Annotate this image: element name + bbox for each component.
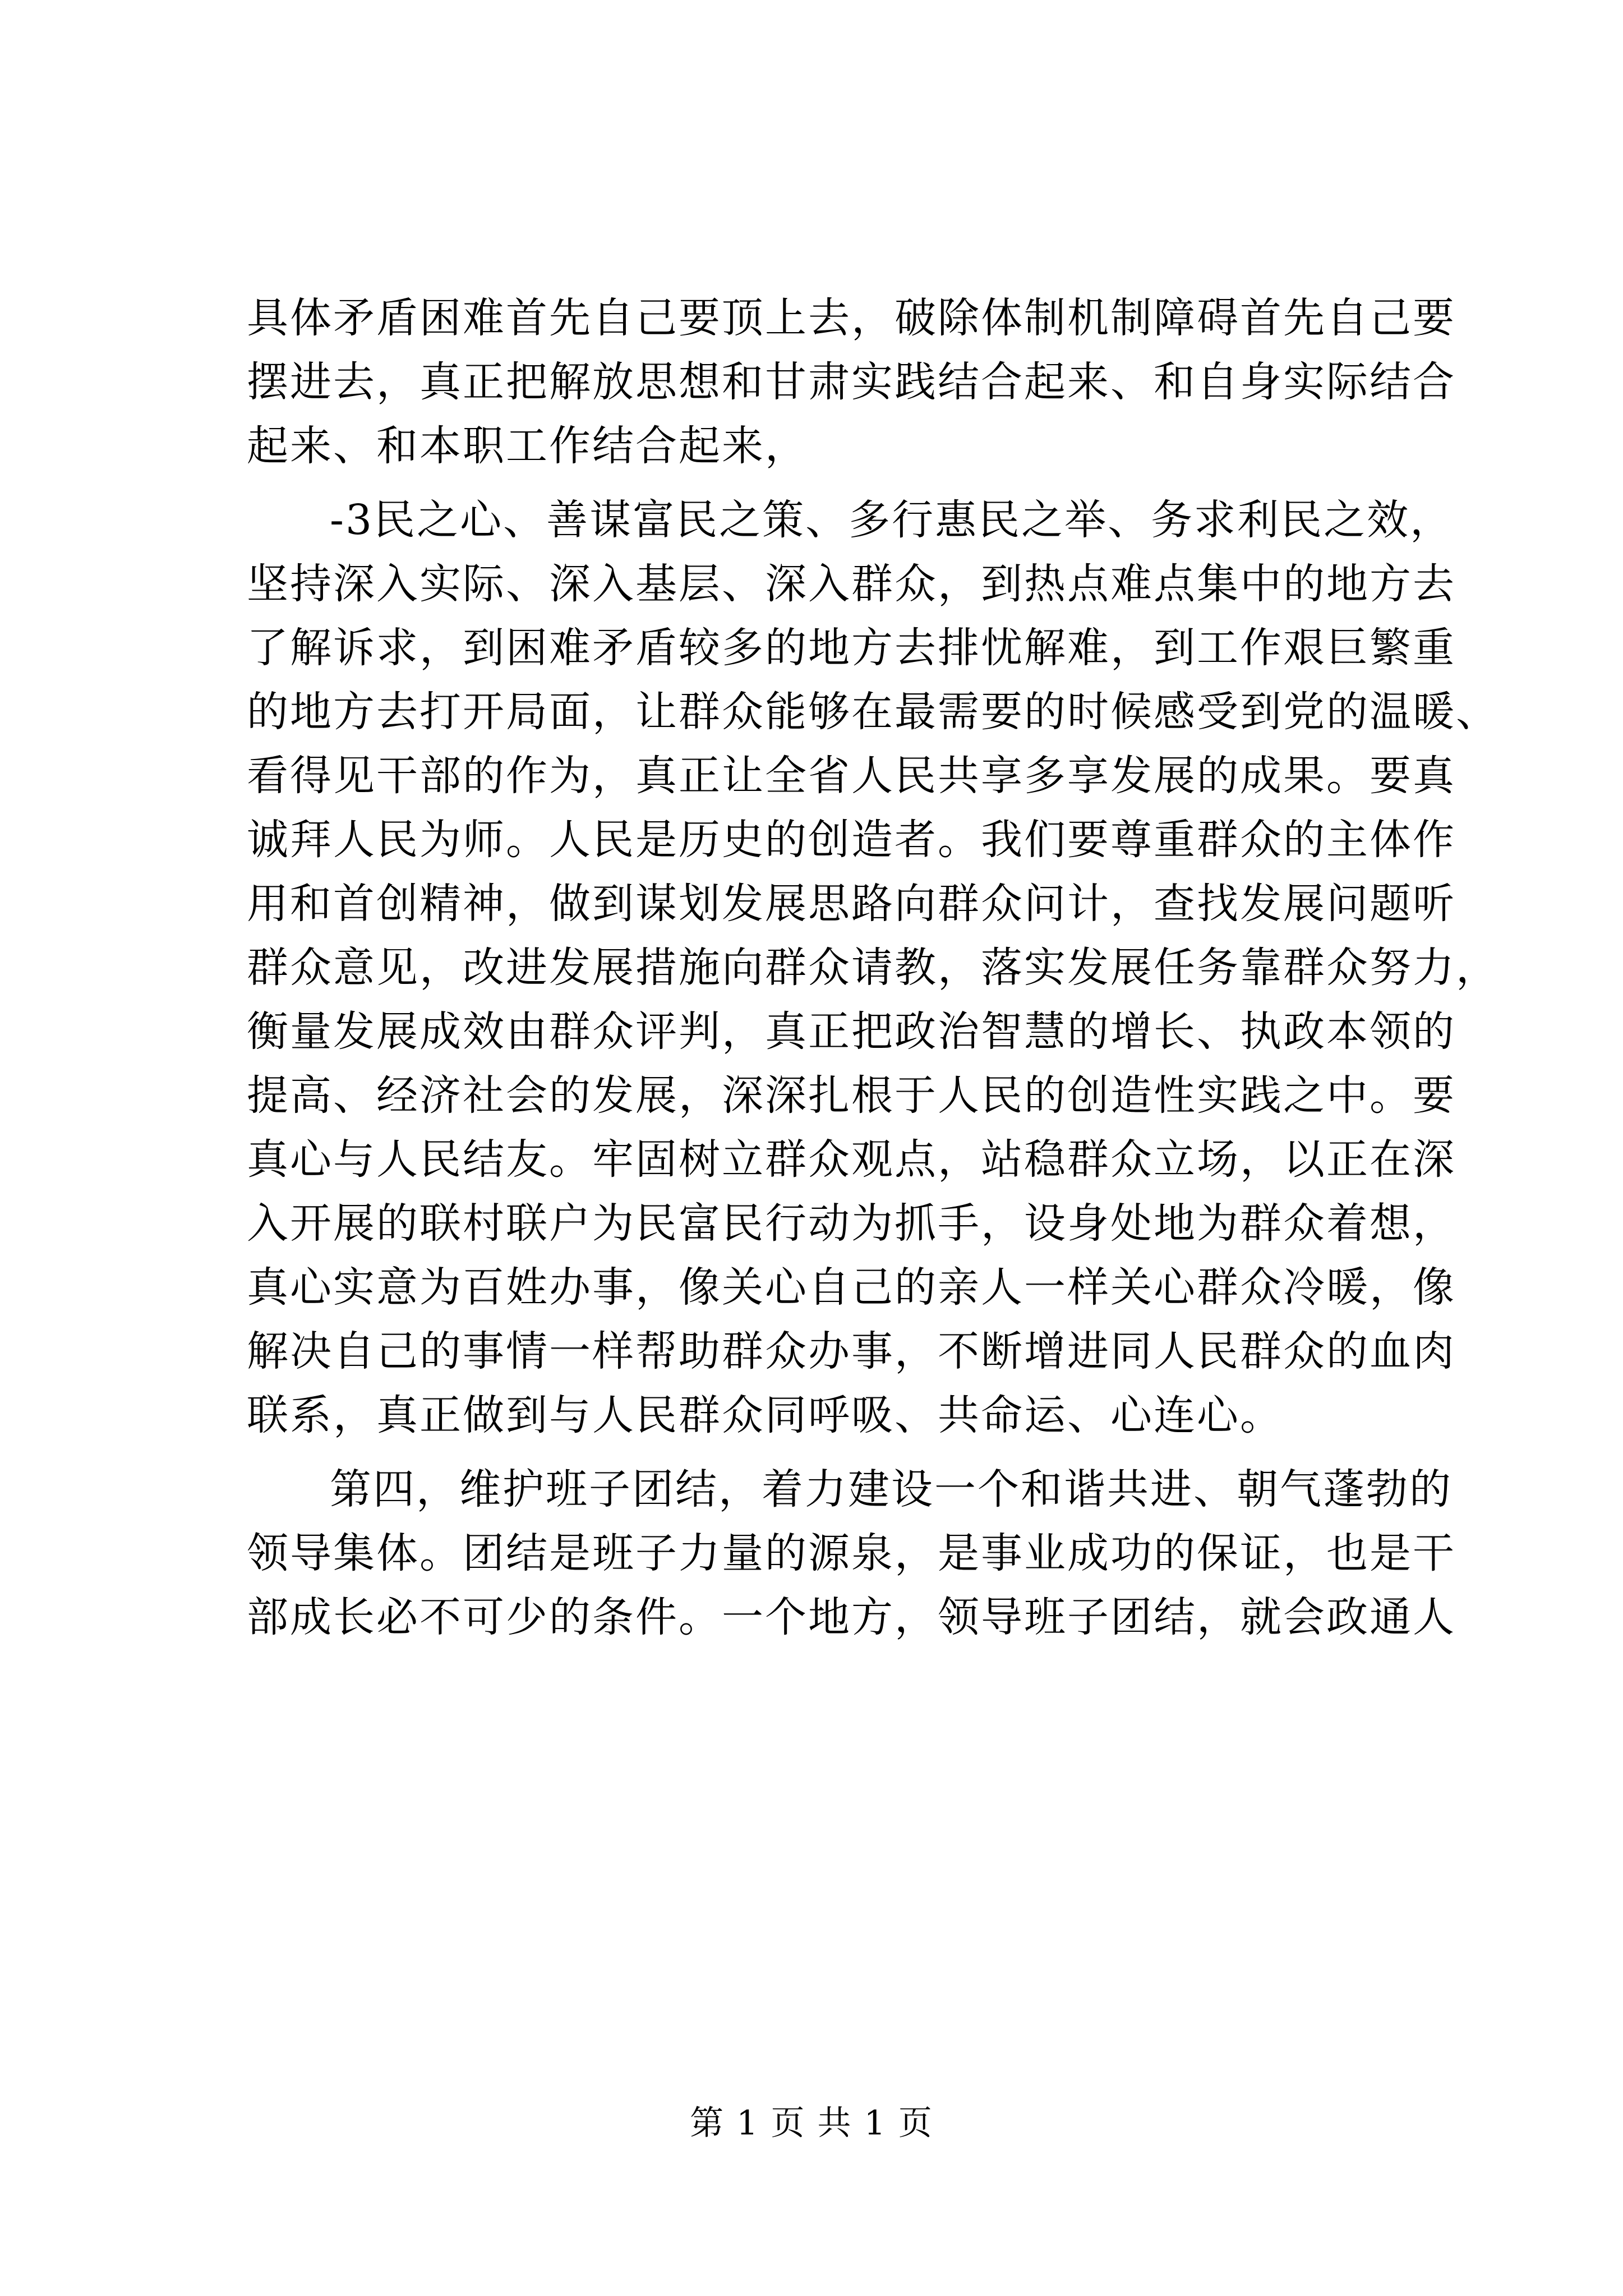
text-line: 起来、和本职工作结合起来， (247, 422, 808, 470)
text-line: 真心实意为百姓办事，像关心自己的亲人一样关心群众冷暖，像 (247, 1263, 1456, 1312)
text-line: 领导集体。团结是班子力量的源泉，是事业成功的保证，也是干 (247, 1529, 1456, 1577)
page-number-footer: 第 1 页 共 1 页 (690, 2104, 933, 2143)
text-line: 群众意见，改进发展措施向群众请教，落实发展任务靠群众努力， (247, 944, 1499, 992)
text-line: 衡量发展成效由群众评判，真正把政治智慧的增长、执政本领的 (247, 1007, 1456, 1056)
text-line: 解决自己的事情一样帮助群众办事，不断增进同人民群众的血肉 (247, 1327, 1456, 1375)
text-line: 诚拜人民为师。人民是历史的创造者。我们要尊重群众的主体作 (247, 816, 1456, 864)
text-line: 联系，真正做到与人民群众同呼吸、共命运、心连心。 (247, 1391, 1283, 1439)
text-line: 提高、经济社会的发展，深深扎根于人民的创造性实践之中。要 (247, 1071, 1456, 1120)
text-line: 的地方去打开局面，让群众能够在最需要的时候感受到党的温暖、 (247, 688, 1499, 736)
text-line: 看得见干部的作为，真正让全省人民共享多享发展的成果。要真 (247, 752, 1456, 800)
text-line: 真心与人民结友。牢固树立群众观点，站稳群众立场，以正在深 (247, 1135, 1456, 1184)
text-line: 第四，维护班子团结，着力建设一个和谐共进、朝气蓬勃的 (330, 1465, 1453, 1513)
text-line: -3民之心、善谋富民之策、多行惠民之举、务求利民之效， (330, 496, 1454, 544)
text-line: 坚持深入实际、深入基层、深入群众，到热点难点集中的地方去 (247, 560, 1456, 608)
text-line: 摆进去，真正把解放思想和甘肃实践结合起来、和自身实际结合 (247, 358, 1456, 406)
text-line: 具体矛盾困难首先自己要顶上去，破除体制机制障碍首先自己要 (247, 294, 1456, 342)
text-line: 部成长必不可少的条件。一个地方，领导班子团结，就会政通人 (247, 1593, 1456, 1641)
text-line: 用和首创精神，做到谋划发展思路向群众问计，查找发展问题听 (247, 880, 1456, 928)
text-line: 入开展的联村联户为民富民行动为抓手，设身处地为群众着想， (247, 1199, 1456, 1248)
text-line: 了解诉求，到困难矛盾较多的地方去排忧解难，到工作艰巨繁重 (247, 624, 1456, 672)
